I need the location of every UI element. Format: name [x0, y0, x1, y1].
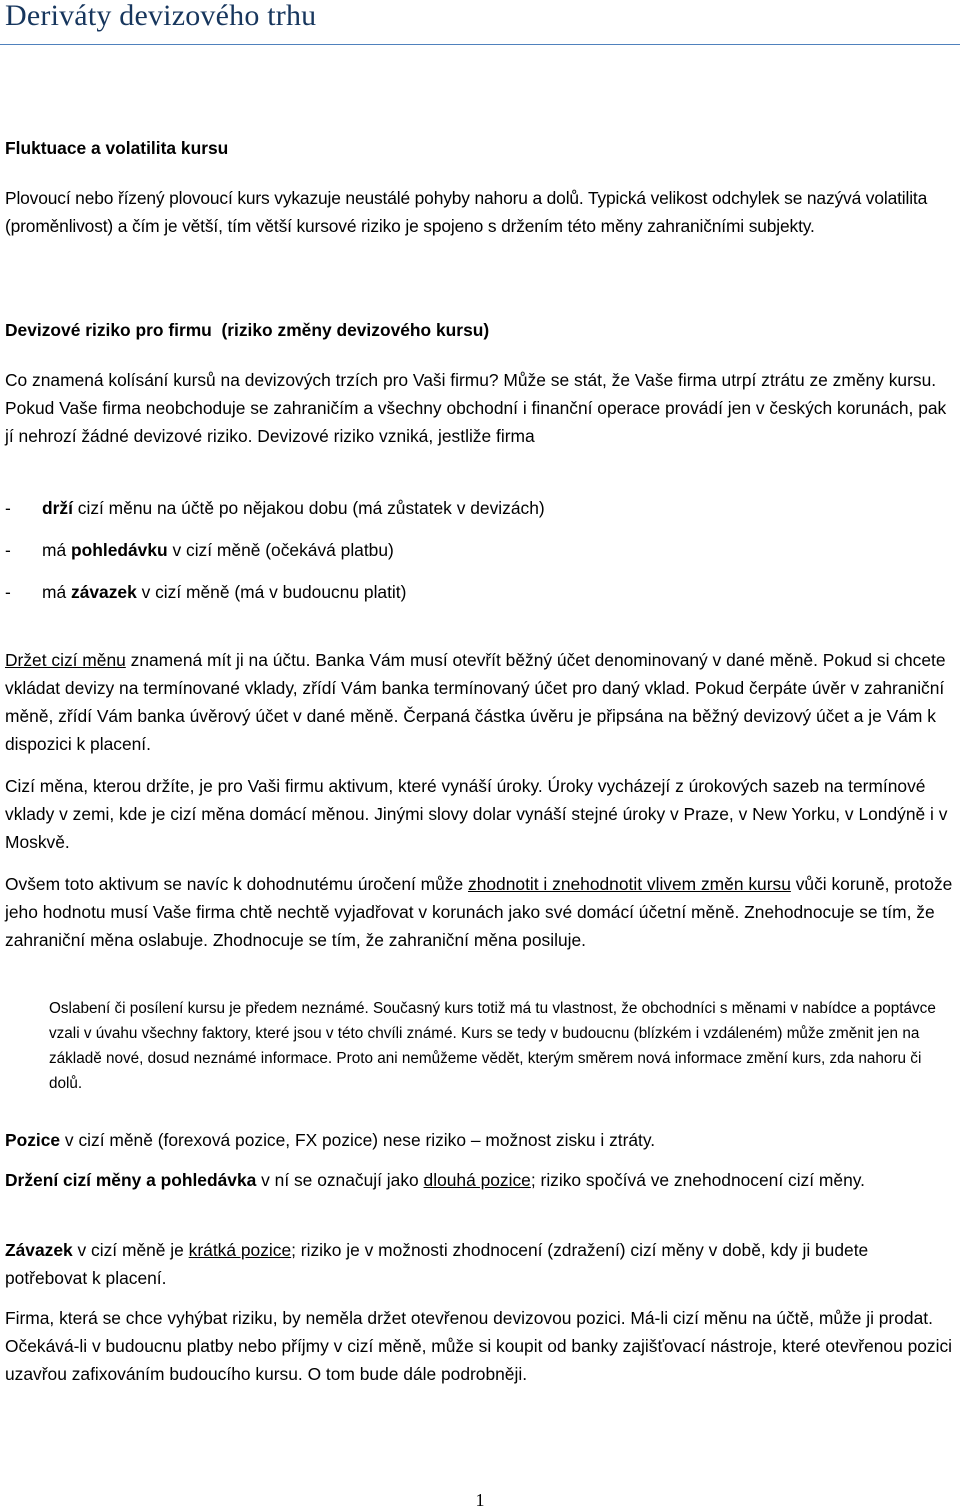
underlined-term: krátká pozice: [188, 1240, 292, 1260]
underlined-term: Držet cizí měnu: [5, 650, 126, 670]
section-heading-fluktuace: Fluktuace a volatilita kursu: [5, 138, 229, 158]
paragraph-firma: Firma, která se chce vyhýbat riziku, by neměla držet otevřenou devizovou pozici. Má-li cizí měnu na účtě, může ji prodat. Očekává-li v budoucnu platby nebo příjmy v cizí měně, může si koupit od banky zajišťovací nástroje, které otevřenou pozici uzavřou zafixováním budoucího kursu. O tom bude dále podrobněji.: [5, 1308, 953, 1384]
underlined-term: zhodnotit i znehodnotit vlivem změn kursu: [468, 874, 791, 894]
underlined-term: dlouhá pozice: [423, 1170, 531, 1190]
list-dash: -: [5, 540, 11, 560]
bold-term: Závazek: [5, 1240, 73, 1260]
section-heading-devizove-riziko: Devizové riziko pro firmu (riziko změny devizového kursu): [5, 320, 490, 340]
bold-term: Pozice: [5, 1130, 61, 1150]
bold-term: závazek: [71, 582, 137, 602]
title-underline: [0, 44, 960, 45]
paragraph-dlouha-pozice: Držení cizí měny a pohledávka v ní se označují jako dlouhá pozice; riziko spočívá ve znehodnocení cizí měny.: [5, 1170, 865, 1190]
paragraph-volatilita: Plovoucí nebo řízený plovoucí kurs vykazuje neustálé pohyby nahoru a dolů. Typická velikost odchylek se nazývá volatilita (proměnlivost) a čím je větší, tím větší kursové riziko je spojeno s držením této měny zahraničními subjekty.: [5, 188, 928, 236]
paragraph-pozice: Pozice v cizí měně (forexová pozice, FX pozice) nese riziko – možnost zisku i ztráty.: [5, 1130, 656, 1150]
page-title: Deriváty devizového trhu: [5, 0, 317, 32]
list-dash: -: [5, 498, 11, 518]
paragraph-kratka-pozice: Závazek v cizí měně je krátká pozice; riziko je v možnosti zhodnocení (zdražení) cizí měny v době, kdy ji budete potřebovat k placení.: [5, 1240, 869, 1288]
bold-term: drží: [42, 498, 73, 518]
bold-term: Držení cizí měny a pohledávka: [5, 1170, 257, 1190]
paragraph-drzet-cizi-menu: Držet cizí měnu znamená mít ji na účtu. Banka Vám musí otevřít běžný účet denominovaný v dané měně. Pokud si chcete vkládat devizy na termínované vklady, zřídí Vám banka termínovaný účet pro daný vklad. Pokud čerpáte úvěr v zahraniční měně, zřídí Vám banka úvěrový účet v dané měně. Čerpaná částka úvěru je připsána na běžný devizový účet a je Vám k dispozici k placení.: [5, 650, 946, 754]
page-number: 1: [475, 1490, 485, 1510]
paragraph-aktivum: Cizí měna, kterou držíte, je pro Vaši firmu aktivum, které vynáší úroky. Úroky vycházejí z úrokových sazeb na termínové vklady v zemi, kde je cizí měna domácí měnou. Jinými slovy dolar vynáší stejné úroky v Praze, v New Yorku, v Londýně i v Moskvě.: [5, 776, 948, 852]
paragraph-zhodnoceni: Ovšem toto aktivum se navíc k dohodnutému úročení může zhodnotit i znehodnotit vlivem změn kursu vůči koruně, protože jeho hodnotu musí Vaše firma chtě nechtě vyjadřovat v korunách jako své domácí účetní měně. Znehodnocuje se tím, že zahraniční měna oslabuje. Zhodnocuje se tím, že zahraniční měna posiluje.: [5, 874, 953, 950]
paragraph-devizove-riziko: Co znamená kolísání kursů na devizových trzích pro Vaši firmu? Může se stát, že Vaše firma utrpí ztrátu ze změny kursu. Pokud Vaše firma neobchoduje se zahraničím a všechny obchodní i finanční operace provádí jen v českých korunách, pak jí nehrozí žádné devizové riziko. Devizové riziko vzniká, jestliže firma: [5, 370, 947, 446]
list-dash: -: [5, 582, 11, 602]
bold-term: pohledávku: [71, 540, 168, 560]
note-indented-paragraph: Oslabení či posílení kursu je předem neznámé. Současný kurs totiž má tu vlastnost, že obchodníci s měnami v nabídce a poptávce vzali v úvahu všechny faktory, které jsou v této chvíli známé. Kurs se tedy v budoucnu (blízkém i vzdáleném) může změnit jen na základě nové, dosud neznámé informace. Proto ani nemůžeme vědět, kterým směrem nová informace změní kurs, zda nahoru či dolů.: [49, 1000, 936, 1092]
